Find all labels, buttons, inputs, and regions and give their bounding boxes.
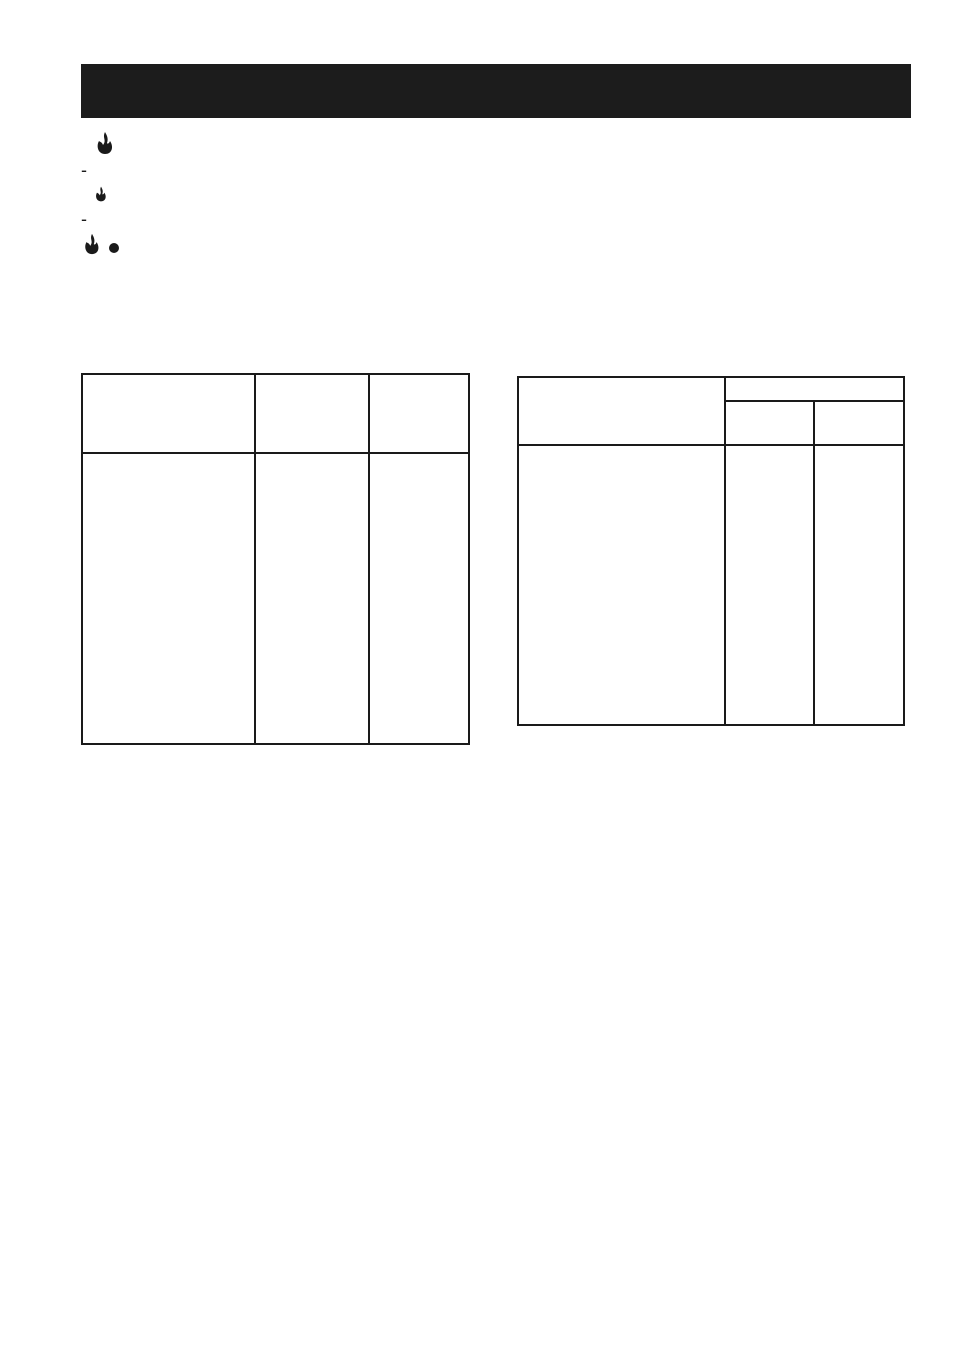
flame-max-icon [81,231,103,257]
oven-off-icon [108,242,120,254]
max-temp-line [81,131,473,158]
min-item: - [81,158,473,207]
page-header [81,64,911,118]
flame-max-icon [93,131,117,155]
flame-min-icon [93,186,109,202]
never-paragraph [81,231,473,260]
left-intro [81,131,473,260]
grill-time-table [517,376,905,726]
others-item: - [81,208,87,229]
oven-temperature-table [81,373,470,745]
